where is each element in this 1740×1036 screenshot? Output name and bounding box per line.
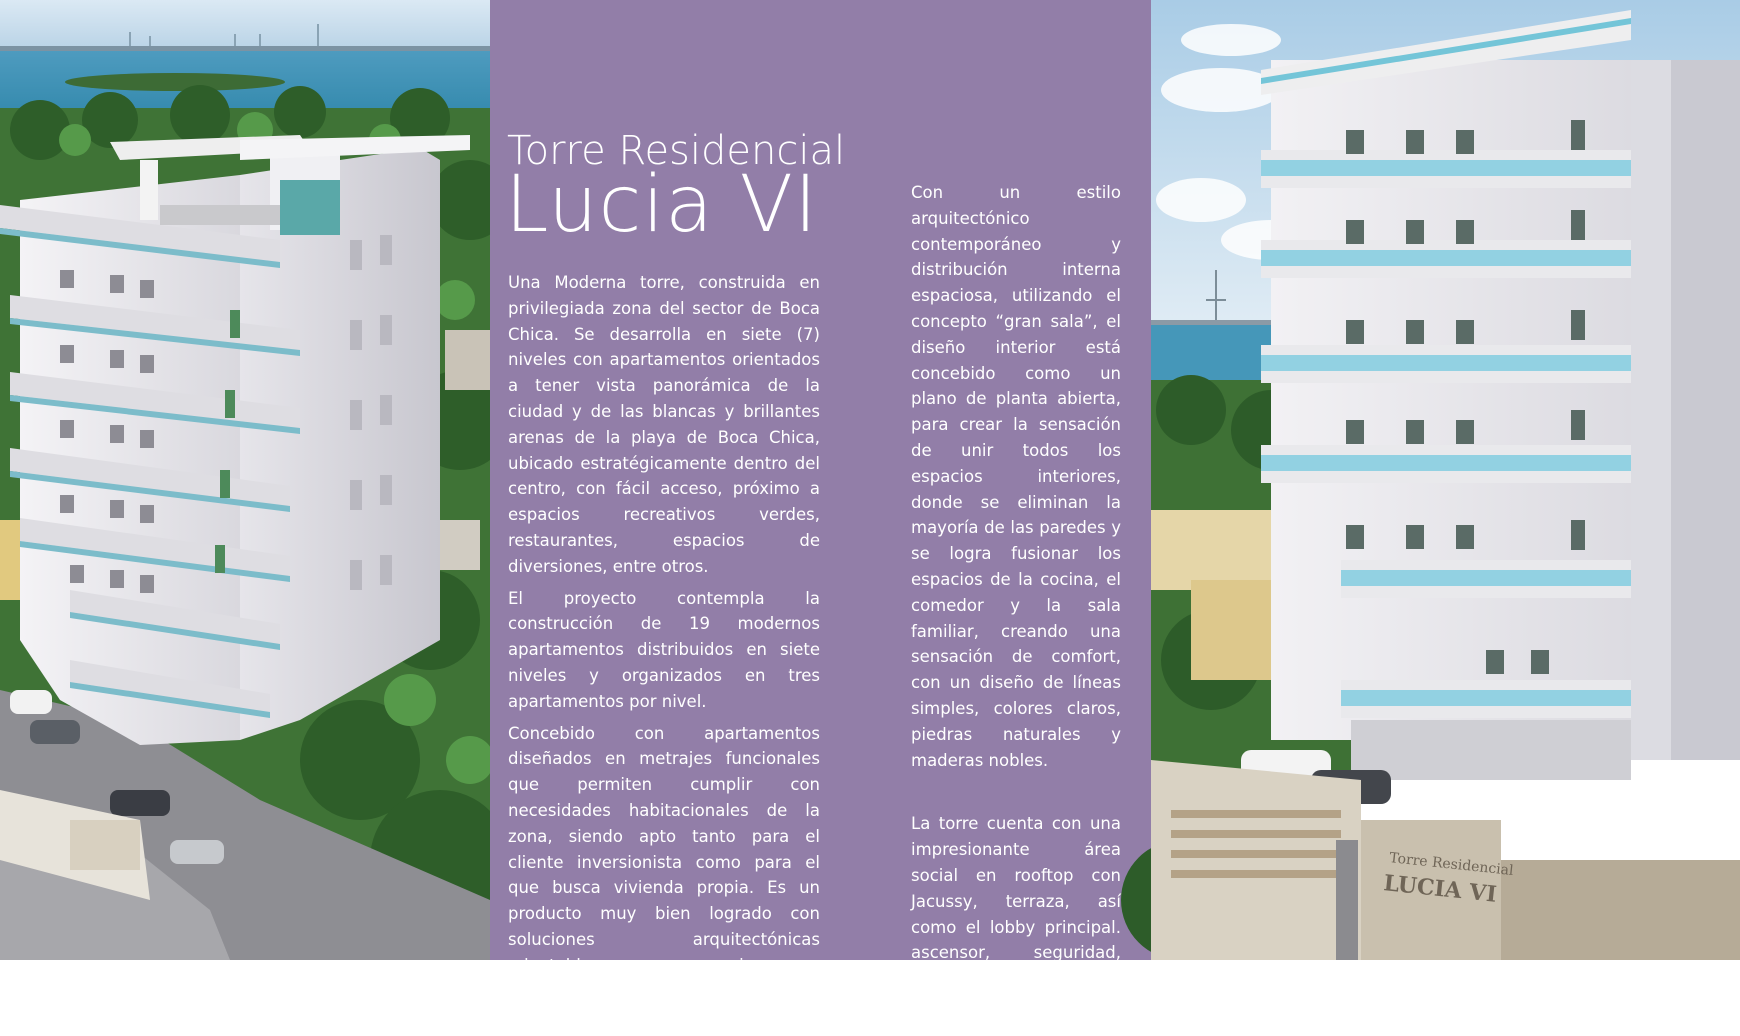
paragraph-amenities: La torre cuenta con una impresionante área social en rooftop con Jacussy, terraza, así como el lobby principal. ascensor, seguridad, portones eléctricos, conserjería. xyxy=(911,814,1121,1014)
street-building-photo xyxy=(1151,0,1740,960)
description-left-column xyxy=(508,270,820,1036)
paragraph-intro: Una Moderna torre, construida en privilegiada zona del sector de Boca Chica. Se desarrolla en siete (7) niveles con apartamentos orientados a tener vista panorámica de la ciudad y de las blancas y brillantes arenas de la playa de Boca Chica, ubicado estratégicamente dentro del centro, con fácil acceso, próximo a espacios recreativos verdes, restaurantes, espacios de diversiones, entre otros. xyxy=(508,273,820,576)
title-line-1: Torre Residencial xyxy=(507,128,846,174)
description-right-column xyxy=(911,180,1121,1024)
paragraph-project: El proyecto contempla la construcción de 19 modernos apartamentos distribuidos en siete niveles y organizados en tres apartamentos por nivel. xyxy=(508,588,820,711)
paragraph-design: Concebido con apartamentos diseñados en metrajes funcionales que permiten cumplir con necesidades habitacionales de la zona, siendo apto tanto para el cliente inversionista como para el que busca vivienda propia. Es un producto muy bien logrado con soluciones arquitectónicas adaptables y con precios muy atractivos para el mercado de la zona. xyxy=(508,723,820,1027)
signage-line-2: LUCIA VI xyxy=(1382,870,1498,908)
aerial-building-photo xyxy=(0,0,490,960)
paragraph-style: Con un estilo arquitectónico contemporáneo y distribución interna espaciosa, utilizando el concepto “gran sala”, el diseño interior está concebido como un plano de planta abierta, para crear la sensación de unir todos los espacios interiores, donde se eliminan la mayoría de las paredes y se logra fusionar los espacios de la cocina, el comedor y la sala familiar, creando una sensación de comfort, con un diseño de líneas simples, colores claros, piedras naturales y maderas nobles. xyxy=(911,183,1121,770)
content-panel xyxy=(490,0,1151,1027)
title-line-2: Lucia VI xyxy=(505,160,819,250)
signage-line-1: Torre Residencial xyxy=(1388,850,1515,880)
